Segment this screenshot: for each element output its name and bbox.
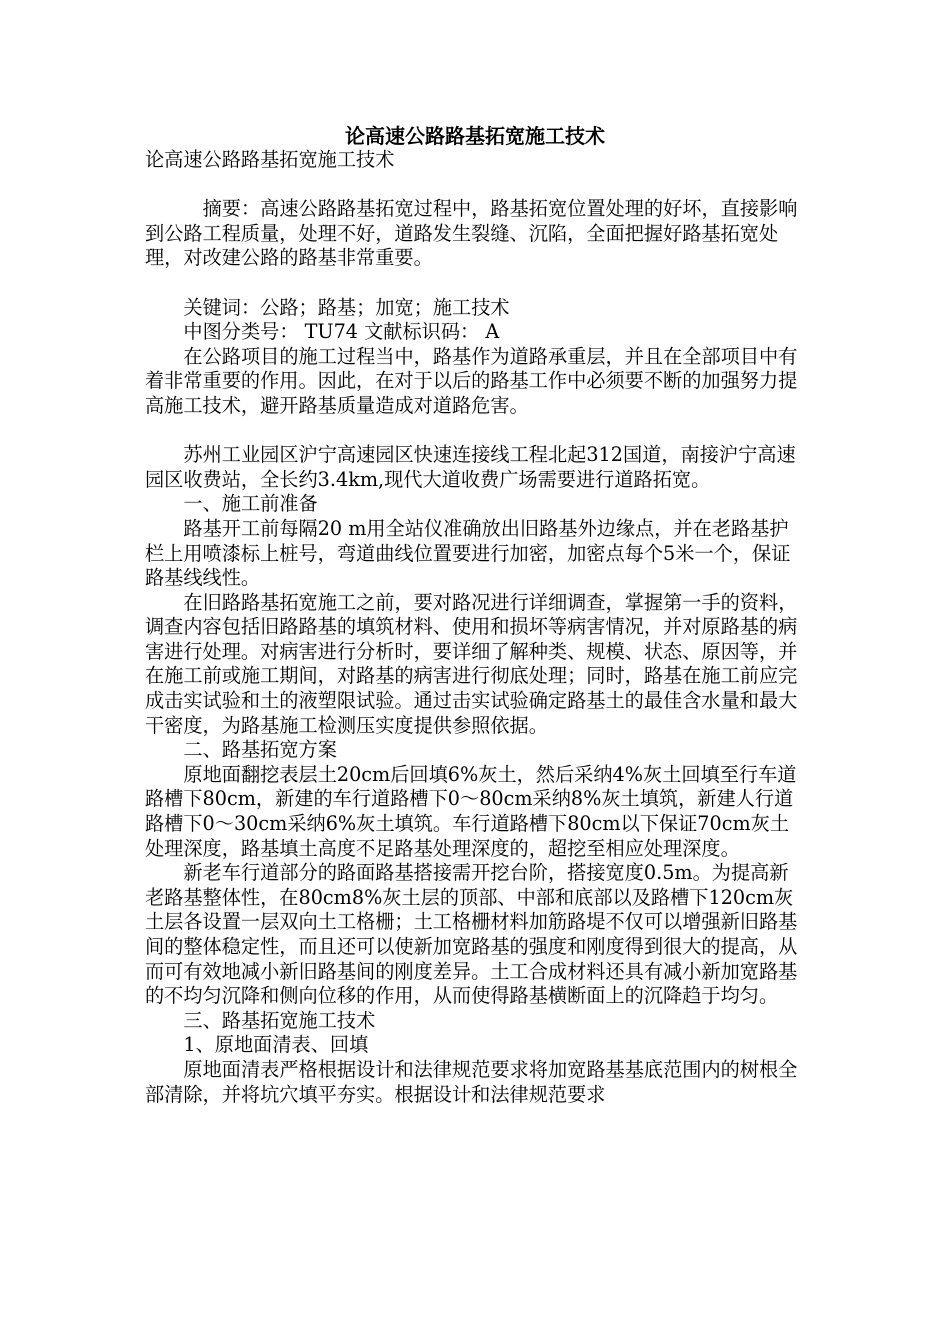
subsection-heading: 1、原地面清表、回填 [183, 1033, 369, 1057]
section-heading-3: 三、路基拓宽施工技术 [183, 1008, 376, 1032]
blank-line [145, 419, 807, 444]
classification-line: 中图分类号： TU74 文献标识码： A [183, 320, 500, 344]
body-paragraph: 在旧路路基拓宽施工之前，要对路况进行详细调查，掌握第一手的资料，调查内容包括旧路路基的填筑材料、使用和损坏等病害情况，并对原路基的病害进行处理。对病害进行分析时，要详细了解种类、规模、状态、原因等，并在施工前或施工期间，对路基的病害进行彻底处理；同时，路基在施工前应完成击实试验和土的液塑限试验。通过击实试验确定路基土的最佳含水量和最大干密度，为路基施工检测压实度提供参照依据。 [145, 590, 798, 737]
abstract-paragraph: 摘要：高速公路路基拓宽过程中，路基拓宽位置处理的好坏，直接影响到公路工程质量，处理不好，道路发生裂缝、沉陷，全面把握好路基拓宽处理，对改建公路的路基非常重要。 [145, 197, 798, 270]
document-subtitle: 论高速公路路基拓宽施工技术 [145, 148, 395, 171]
body-paragraph: 新老车行道部分的路面路基搭接需开挖台阶，搭接宽度0.5m。为提高新老路基整体性，在80cm8%灰土层的顶部、中部和底部以及路槽下120cm灰土层各设置一层双向土工格栅；土工格栅材料加筋路堤不仅可以增强新旧路基间的整体稳定性，而且还可以使新加宽路基的强度和刚度得到很大的提高，从而可有效地减小新旧路基间的刚度差异。土工合成材料还具有减小新加宽路基的不均匀沉降和侧向位移的作用，从而使得路基横断面上的沉降趋于均匀。 [145, 861, 798, 1008]
blank-line [145, 271, 807, 296]
project-paragraph: 苏州工业园区沪宁高速园区快速连接线工程北起312国道，南接沪宁高速园区收费站，全长约3.4km,现代大道收费广场需要进行道路拓宽。 [145, 443, 796, 491]
document-title: 论高速公路路基拓宽施工技术 [345, 124, 605, 148]
body-paragraph: 原地面清表严格根据设计和法律规范要求将加宽路基基底范围内的树根全部清除，并将坑穴填平夯实。根据设计和法律规范要求 [145, 1057, 798, 1106]
section-heading-1: 一、施工前准备 [183, 492, 318, 516]
keywords-line: 关键词：公路；路基；加宽；施工技术 [183, 295, 510, 319]
body-paragraph: 路基开工前每隔20 m用全站仪准确放出旧路基外边缘点，并在老路基护栏上用喷漆标上桩号，弯道曲线位置要进行加密，加密点每个5米一个，保证路基线线性。 [145, 516, 791, 590]
body-paragraph: 原地面翻挖表层土20cm后回填6%灰土，然后采纳4%灰土回填至行车道路槽下80cm，新建的车行道路槽下0～80cm采纳8%灰土填筑，新建人行道路槽下0～30cm采纳6%灰土填筑。车行道路槽下80cm以下保证70cm灰土处理深度，路基填土高度不足路基处理深度的，超挖至相应处理深度。 [145, 762, 797, 860]
document-body [145, 148, 807, 1107]
section-heading-2: 二、路基拓宽方案 [183, 738, 337, 762]
intro-paragraph: 在公路项目的施工过程当中，路基作为道路承重层，并且在全部项目中有着非常重要的作用。因此，在对于以后的路基工作中必须要不断的加强努力提高施工技术，避开路基质量造成对道路危害。 [145, 344, 798, 417]
blank-line [145, 173, 807, 198]
